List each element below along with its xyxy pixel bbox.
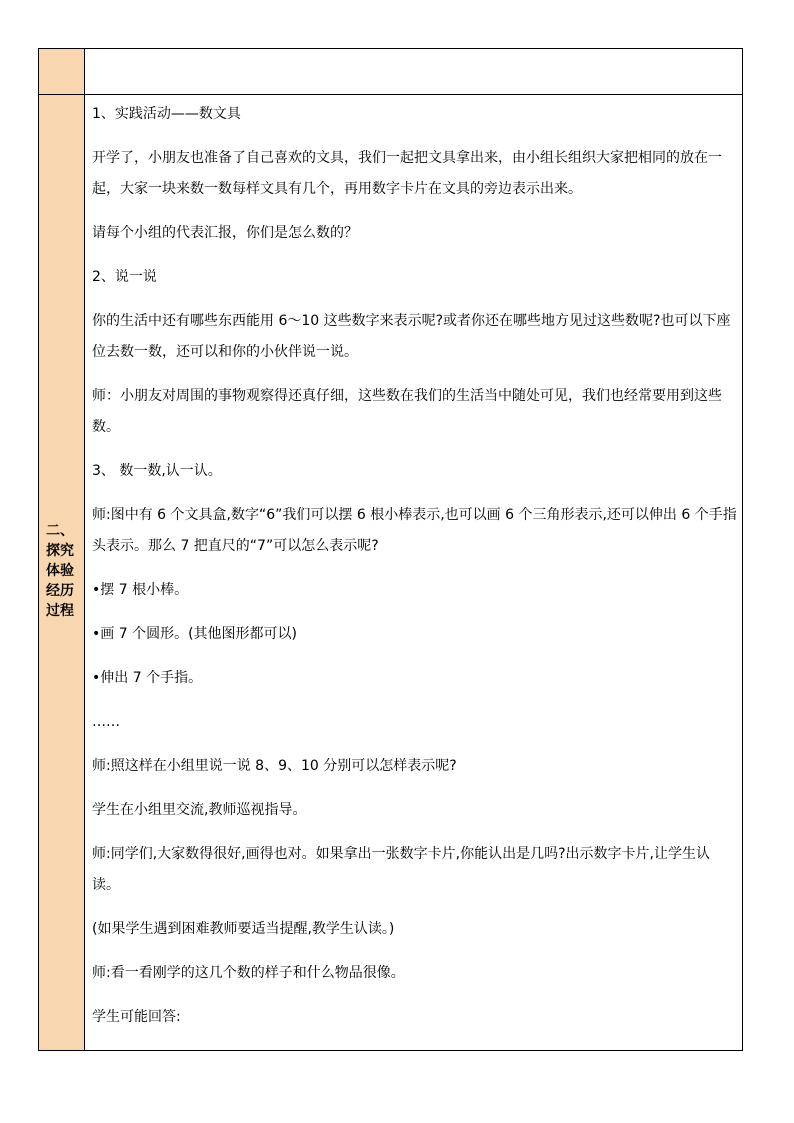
paragraph: 学生可能回答: bbox=[92, 1009, 181, 1025]
section-label-line: 体验 bbox=[46, 563, 74, 579]
paragraph: (如果学生遇到困难教师要适当提醒,教学生认读。) bbox=[92, 921, 395, 937]
heading-activity: 1、实践活动——数文具 bbox=[92, 106, 241, 122]
section-label-line: 经历 bbox=[46, 583, 74, 599]
table-row-main bbox=[39, 95, 742, 1050]
table-row-top bbox=[39, 49, 742, 95]
heading-count: 3、 数一数,认一认。 bbox=[92, 463, 222, 479]
bullet-item: •画 7 个圆形。(其他图形都可以) bbox=[92, 626, 297, 642]
section-label-line: 过程 bbox=[46, 603, 74, 619]
section-label-line: 二、 bbox=[46, 523, 74, 539]
paragraph: 师:同学们,大家数得很好,画得也对。如果拿出一张数字卡片,你能认出是几吗?出示数字卡片,让学生认读。 bbox=[92, 846, 710, 893]
section-label-line: 探究 bbox=[46, 543, 74, 559]
bullet-item: •伸出 7 个手指。 bbox=[92, 670, 203, 686]
label-cell-top bbox=[39, 49, 85, 94]
lesson-table bbox=[38, 48, 743, 1051]
paragraph: 学生在小组里交流,教师巡视指导。 bbox=[92, 802, 307, 818]
paragraph: 师:照这样在小组里说一说 8、9、10 分别可以怎样表示呢? bbox=[92, 758, 457, 774]
paragraph: 师:看一看刚学的这几个数的样子和什么物品很像。 bbox=[92, 965, 405, 981]
bullet-item: •摆 7 根小棒。 bbox=[92, 582, 189, 598]
section-label bbox=[39, 521, 84, 621]
ellipsis: …… bbox=[92, 714, 120, 730]
label-cell-section bbox=[39, 95, 85, 1050]
paragraph: 开学了，小朋友也准备了自己喜欢的文具，我们一起把文具拿出来，由小组长组织大家把相同的放在一起，大家一块来数一数每样文具有几个，再用数字卡片在文具的旁边表示出来。 bbox=[92, 150, 722, 197]
paragraph: 你的生活中还有哪些东西能用 6～10 这些数字来表示呢?或者你还在哪些地方见过这些数呢?也可以下座位去数一数，还可以和你的小伙伴说一说。 bbox=[92, 313, 731, 360]
paragraph: 师:图中有 6 个文具盒,数字“6”我们可以摆 6 根小棒表示,也可以画 6 个三角形表示,还可以伸出 6 个手指头表示。那么 7 把直尺的“7”可以怎么表示呢? bbox=[92, 507, 737, 554]
paragraph: 请每个小组的代表汇报，你们是怎么数的？ bbox=[92, 225, 358, 241]
section-content bbox=[92, 99, 737, 1046]
heading-discuss: 2、说一说 bbox=[92, 269, 157, 285]
paragraph: 师：小朋友对周围的事物观察得还真仔细，这些数在我们的生活当中随处可见，我们也经常要用到这些数。 bbox=[92, 388, 722, 435]
